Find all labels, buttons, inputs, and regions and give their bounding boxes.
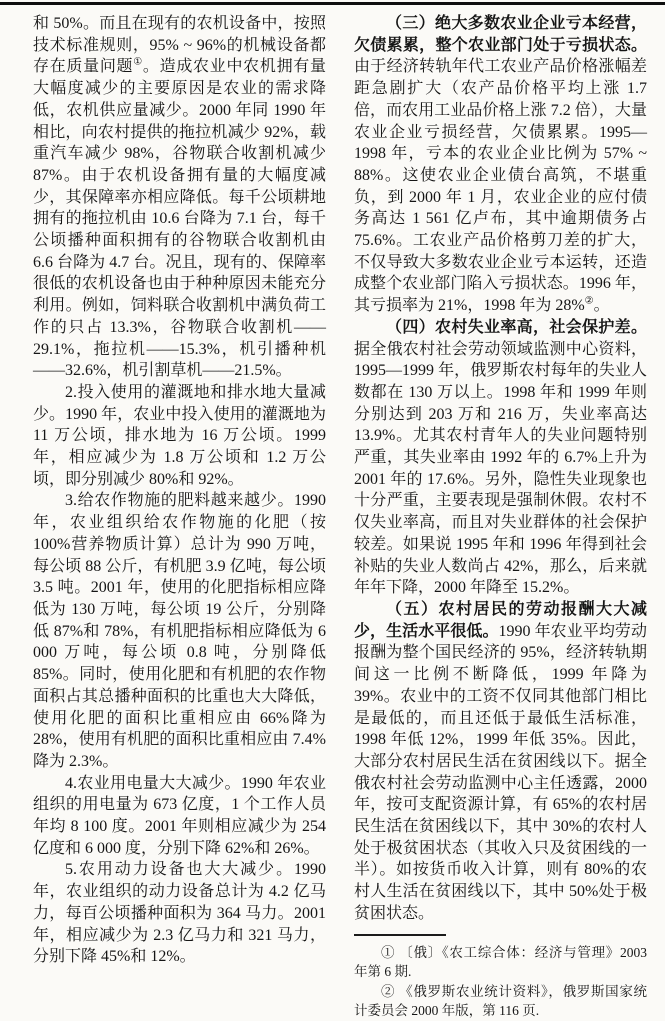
footnote-ref: ②	[584, 295, 594, 307]
text-run: 和 50%。而且在现有的农机设备中，按照技术标准规则，95% ~ 96%的机械设备都存在质量问题	[33, 15, 326, 76]
paragraph	[33, 13, 326, 382]
footnote	[354, 943, 647, 982]
text-run: （五）农村居民的劳动报酬大大减少，生活水平很低。	[354, 600, 647, 640]
footnote	[354, 982, 647, 1021]
text-run: 3.给农作物施的肥料越来越少。1990 年，农业组织给农作物施的化肥（按 100%营养物质计算）总计为 990 万吨，每公顷 88 公斤，有机肥 3.9 亿吨，每公顷 3.5 吨。2001 年，使用的化肥指标相应降低为 130 万吨，每公顷 19 公斤，分别降低 87%和 78%，有机肥指标相应降低为 6 000 万吨，每公顷 0.8 吨，分别降低 85%。同时，使用化肥和有机肥的农作物面积占其总播种面积的比重也大大降低，使用化肥的面积比重相应由 66%降为 28%，使用有机肥的面积比重相应由 7.4%降为 2.3%。	[33, 492, 326, 770]
text-run: （四）农村失业率高，社会保护差。	[386, 318, 647, 336]
text-run: （三）绝大多数农业企业亏本经营，欠债累累，整个农业部门处于亏损状态。	[354, 15, 647, 54]
text-run: 。	[593, 297, 610, 315]
paragraph	[33, 773, 326, 860]
footnotes	[354, 943, 647, 1021]
text-run: ① 〔俄〕《农工综合体：经济与管理》2003 年第 6 期.	[354, 944, 647, 980]
paragraph	[33, 859, 326, 968]
text-run: 5.农用动力设备也大大减少。1990 年，农业组织的动力设备总计为 4.2 亿马力，每百公顷播种面积为 364 马力。2001 年，相应减少为 2.3 亿马力和 321 马力，分别下降 45%和 12%。	[33, 861, 326, 966]
text-run: 据全俄农村社会劳动领域监测中心资料，1995—1999 年，俄罗斯农村每年的失业人数都在 130 万以上。1998 年和 1999 年则分别达到 203 万和 216 万，失业率高达 13.9%。尤其农村青年人的失业问题特别严重，其失业率由 1992 年的 6.7%上升为 2001 年的 17.6%。另外，隐性失业现象也十分严重，主要表现是强制休假。农村不仅失业率高，而且对失业群体的社会保护较差。如果说 1995 年和 1996 年得到社会补贴的失业人数尚占 42%，那么，后来就年年下降，2000 年降至 15.2%。	[354, 340, 647, 597]
paragraph	[354, 317, 647, 599]
paragraph	[33, 490, 326, 772]
text-run: 4.农业用电量大大减少。1990 年农业组织的用电量为 673 亿度，1 个工作人员年均 8 100 度。2001 年则相应减少为 254 亿度和 6 000 度，分别下降 62%和 26%。	[33, 774, 326, 857]
text-run: 1990 年农业平均劳动报酬为整个国民经济的 95%，经济转轨期间这一比例不断降低，1999 年降为 39%。农业中的工资不仅同其他部门相比是最低的，而且还低于最低生活标准，1998 年低 12%，1999 年低 35%。因此，大部分农村居民生活在贫困线以下。据全俄农村社会劳动监测中心主任透露，2000 年，按可支配资源计算，有 65%的农村居民生活在贫困线以下，其中 30%的农村人处于极贫困状态（其收入只及贫困线的一半）。如按货币收入计算，则有 80%的农村人生活在贫困线以下，其中 50%处于极贫困状态。	[354, 622, 647, 922]
right-column-paragraphs	[354, 13, 647, 925]
right-column	[354, 13, 647, 1021]
text-run: ② 《俄罗斯农业统计资料》，俄罗斯国家统计委员会 2000 年版，第 116 页.	[354, 983, 647, 1019]
paragraph	[33, 382, 326, 491]
top-rule	[0, 2, 665, 5]
page-body	[33, 13, 647, 1021]
text-run: 。造成农业中农机拥有量大幅度减少的主要原因是农业的需求降低，农机供应量减少。2000 年同 1990 年相比，向农村提供的拖拉机减少 92%，载重汽车减少 98%，谷物联合收割机减少 87%。由于农机设备拥有量的大幅度减少，其保障率亦相应降低。每千公顷耕地拥有的拖拉机由 10.6 台降为 7.1 台，每千公顷播种面积拥有的谷物联合收割机由 6.6 台降为 4.7 台。况且，现有的、保障率很低的农机设备也由于种种原因未能充分利用。例如，饲料联合收割机中满负荷工作的只占 13.3%，谷物联合收割机——29.1%，拖拉机——15.3%，机引播种机——32.6%，机引割草机——21.5%。	[33, 58, 326, 380]
text-run: 由于经济转轨年代工农业产品价格涨幅差距急剧扩大（农产品价格平均上涨 1.7 倍，而农用工业品价格上涨 7.2 倍），大量农业企业亏损经营，欠债累累。1995—1998 年，亏本的农业企业比例为 57% ~ 88%。这使农业企业债台高筑，不堪重负，到 2000 年 1 月，农业企业的应付债务高达 1 561 亿卢布，其中逾期债务占 75.6%。工农业产品价格剪刀差的扩大，不仅导致大多数农业企业亏本运转，还造成整个农业部门陷入亏损状态。1996 年，其亏损率为 21%，1998 年为 28%	[354, 58, 647, 315]
footnote-divider	[354, 934, 446, 936]
footnote-ref: ①	[133, 57, 143, 69]
text-run: 2.投入使用的灌溉地和排水地大量减少。1990 年，农业中投入使用的灌溉地为 11 万公顷，排水地为 16 万公顷。1999 年，相应减少为 1.8 万公顷和 1.2 万公顷，即分别减少 80%和 92%。	[33, 383, 326, 488]
paragraph	[354, 599, 647, 925]
left-column	[33, 13, 326, 1021]
paragraph	[354, 13, 647, 317]
